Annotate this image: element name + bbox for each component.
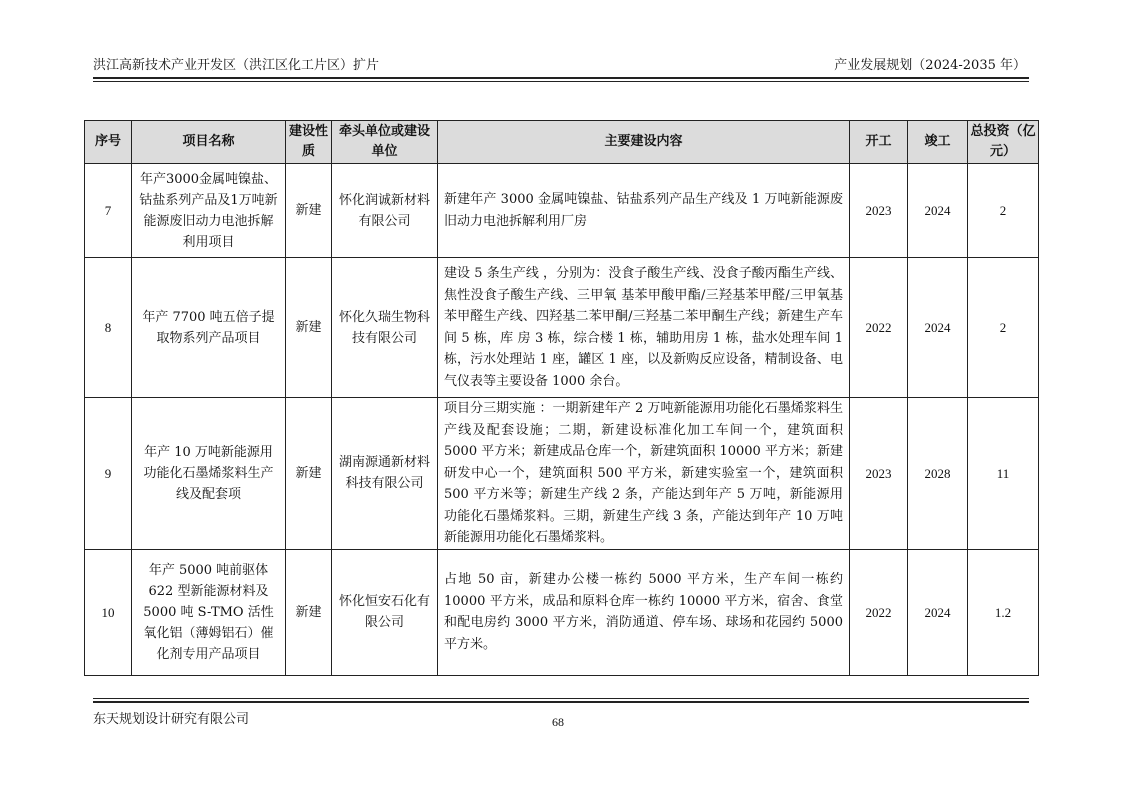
col-header-name: 项目名称	[132, 121, 286, 164]
row-investment: 2	[968, 258, 1039, 398]
row-project-name: 年产 7700 吨五倍子提取物系列产品项目	[132, 258, 286, 398]
footer-rule-thin	[93, 698, 1029, 699]
page-number: 68	[552, 715, 564, 729]
footer-rule	[93, 701, 1029, 703]
row-investment: 11	[968, 398, 1039, 550]
col-header-end: 竣工	[908, 121, 968, 164]
col-header-org: 牵头单位或建设单位	[332, 121, 438, 164]
row-investment: 2	[968, 164, 1039, 258]
row-project-name: 年产3000金属吨镍盐、钴盐系列产品及1万吨新能源废旧动力电池拆解利用项目	[132, 164, 286, 258]
col-header-type: 建设性质	[286, 121, 332, 164]
row-no: 7	[85, 164, 132, 258]
project-table	[84, 120, 1039, 676]
row-no: 8	[85, 258, 132, 398]
row-content: 占地 50 亩，新建办公楼一栋约 5000 平方米，生产车间一栋约 10000 平方米，成品和原料仓库一栋约 10000 平方米，宿舍、食堂和配电房约 3000 平方米，消防通道、停车场、球场和花园约 5000 平方米。	[438, 549, 850, 675]
table-row	[85, 164, 1039, 258]
row-build-type: 新建	[286, 398, 332, 550]
table-row	[85, 398, 1039, 550]
row-start-year: 2023	[850, 398, 908, 550]
row-content: 建设 5 条生产线 ，分别为：没食子酸生产线、没食子酸丙酯生产线、焦性没食子酸生产线、三甲氧 基苯甲酸甲酯/三羟基苯甲醛/三甲氧基苯甲醛生产线、四羟基二苯甲酮/三羟基二苯甲酮生产线；新建生产车间 5 栋，库 房 3 栋，综合楼 1 栋，辅助用房 1 栋，盐水处理车间 1 栋，污水处理站 1 座，罐区 1 座，以及新购反应设备，精制设备、电气仪表等主要设备 1000 余台。	[438, 258, 850, 398]
table-header-row	[85, 121, 1039, 164]
row-organization: 怀化久瑞生物科技有限公司	[332, 258, 438, 398]
header-rule-thin	[93, 81, 1029, 82]
row-end-year: 2024	[908, 258, 968, 398]
table-row	[85, 549, 1039, 675]
col-header-start: 开工	[850, 121, 908, 164]
row-build-type: 新建	[286, 549, 332, 675]
row-end-year: 2024	[908, 164, 968, 258]
table-row	[85, 258, 1039, 398]
col-header-invest: 总投资（亿元）	[968, 121, 1039, 164]
row-project-name: 年产 10 万吨新能源用功能化石墨烯浆料生产线及配套项	[132, 398, 286, 550]
row-content: 新建年产 3000 金属吨镍盐、钴盐系列产品生产线及 1 万吨新能源废旧动力电池拆解利用厂房	[438, 164, 850, 258]
row-end-year: 2024	[908, 549, 968, 675]
col-header-content: 主要建设内容	[438, 121, 850, 164]
footer-company: 东天规划设计研究有限公司	[93, 712, 250, 727]
row-start-year: 2022	[850, 549, 908, 675]
row-no: 9	[85, 398, 132, 550]
row-investment: 1.2	[968, 549, 1039, 675]
header-plan-title: 产业发展规划（2024-2035 年）	[834, 58, 1026, 73]
row-organization: 怀化润诚新材料有限公司	[332, 164, 438, 258]
row-start-year: 2023	[850, 164, 908, 258]
row-start-year: 2022	[850, 258, 908, 398]
row-organization: 怀化恒安石化有限公司	[332, 549, 438, 675]
header-document-title: 洪江高新技术产业开发区（洪江区化工片区）扩片	[93, 58, 380, 73]
row-build-type: 新建	[286, 258, 332, 398]
row-build-type: 新建	[286, 164, 332, 258]
row-no: 10	[85, 549, 132, 675]
row-end-year: 2028	[908, 398, 968, 550]
col-header-no: 序号	[85, 121, 132, 164]
row-content: 项目分三期实施 ：一期新建年产 2 万吨新能源用功能化石墨烯浆料生产线及配套设施；二期，新建设标准化加工车间一个，建筑面积 5000 平方米；新建成品仓库一个，新建筑面积 10000 平方米；新建研发中心一个，建筑面积 500 平方米，新建实验室一个，建筑面积 500 平方米等；新建生产线 2 条，产能达到年产 5 万吨，新能源用功能化石墨烯浆料。三期，新建生产线 3 条，产能达到年产 10 万吨新能源用功能化石墨烯浆料。	[438, 398, 850, 550]
row-project-name: 年产 5000 吨前驱体 622 型新能源材料及 5000 吨 S-TMO 活性氧化铝（薄姆铝石）催化剂专用产品项目	[132, 549, 286, 675]
row-organization: 湖南源通新材料科技有限公司	[332, 398, 438, 550]
header-rule	[93, 77, 1029, 79]
